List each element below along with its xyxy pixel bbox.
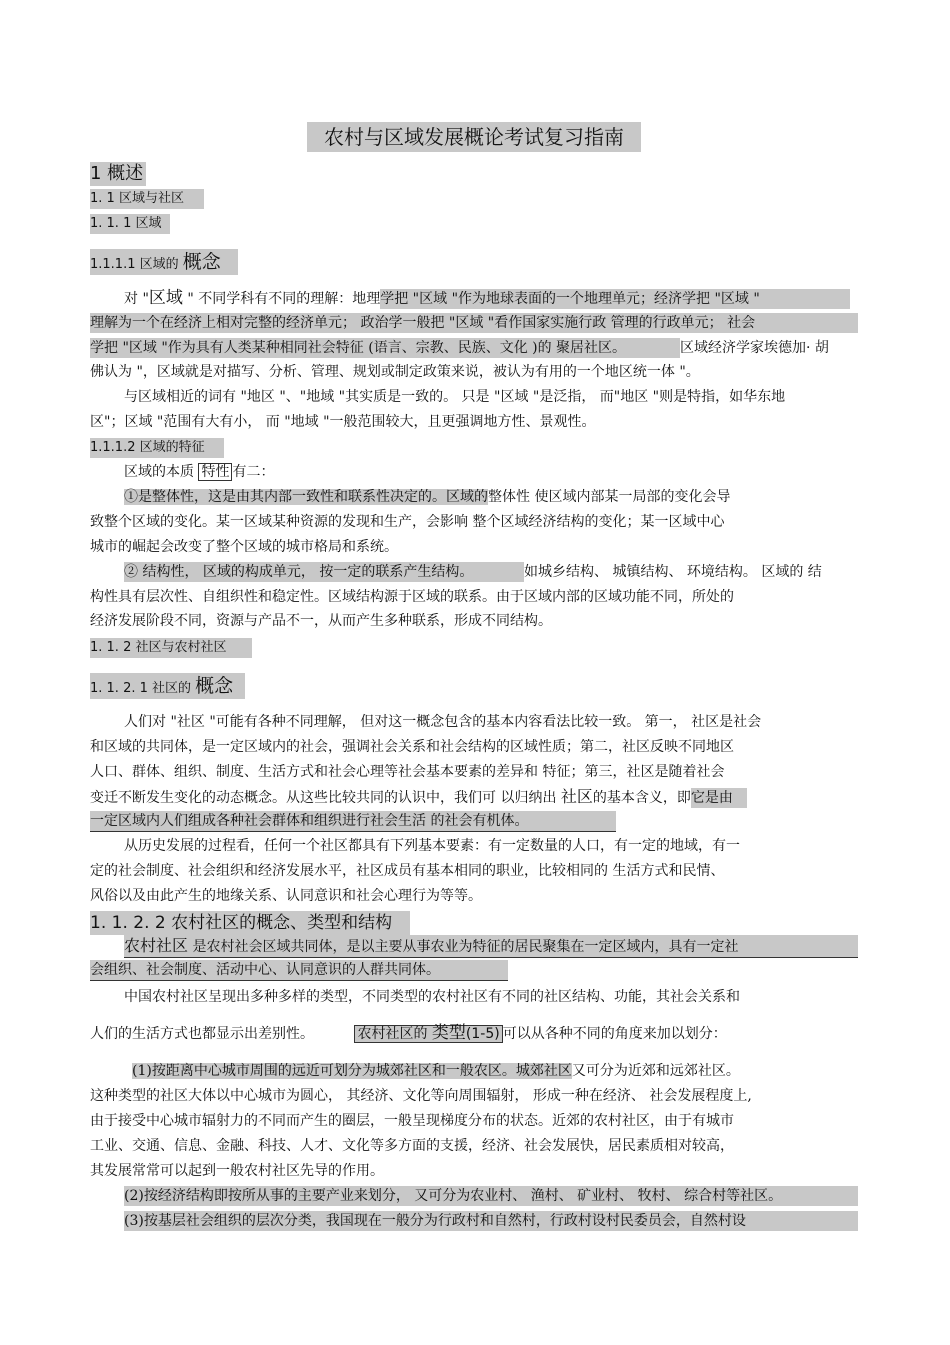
heading-1-1-1-2: 1.1.1.2 区域的特征 (90, 438, 224, 458)
paragraph-line: 这种类型的社区大体以中心城市为圆心， 其经济、文化等向周围辐射， 形成一种在经济、 社会发展程度上, (90, 1088, 752, 1104)
heading-number: 1.1.1.1 区域的 (90, 257, 179, 272)
paragraph-line: 会组织、社会制度、活动中心、认同意识的人群共同体。 (90, 960, 508, 981)
paragraph-line: 从历史发展的过程看，任何一个社区都具有下列基本要素：有一定数量的人口，有一定的地域，有一 (124, 838, 740, 854)
paragraph-line: 一定区域内人们组成各种社会群体和组织进行社会生活 的社会有机体。 (90, 811, 616, 832)
boxed-term: 农村社区的 类型(1-5) (354, 1025, 502, 1043)
paragraph-line: 致整个区域的变化。某一区域某种资源的发现和生产，会影响 整个区域经济结构的变化；某一区域中心 (90, 514, 725, 530)
paragraph-line: (3)按基层社会组织的层次分类，我国现在一般分为行政村和自然村，行政村设村民委员会，自然村设 (124, 1211, 858, 1231)
paragraph-line: 定的社会制度、社会组织和经济发展水平，社区成员有基本相同的职业，比较相同的 生活方式和民情、 (90, 863, 725, 879)
paragraph-line: 人口、群体、组织、制度、生活方式和社会心理等社会基本要素的差异和 特征；第三，社区是随着社会 (90, 764, 725, 780)
paragraph-line: 农村社区 是农村社会区域共同体，是以主要从事农业为特征的居民聚集在一定区域内，具有一定社 (124, 935, 858, 958)
paragraph-line: 城市的崛起会改变了整个区域的城市格局和系统。 (90, 539, 398, 555)
heading-1-1-2-2: 1. 1. 2. 2 农村社区的概念、类型和结构 (90, 911, 410, 935)
heading-1-1-2-1 (90, 673, 245, 699)
paragraph-line: 中国农村社区呈现出多种多样的类型，不同类型的农村社区有不同的社区结构、功能，其社会关系和 (124, 989, 740, 1005)
paragraph-line: 人们对 "社区 "可能有各种不同理解， 但对这一概念包含的基本内容看法比较一致。 第一， 社区是社会 (124, 714, 762, 730)
paragraph-line: 工业、交通、信息、金融、科技、人才、文化等多方面的支援，经济、社会发展快，居民素质相对较高， (90, 1138, 734, 1154)
paragraph-line: 其发展常常可以起到一般农村社区先导的作用。 (90, 1163, 384, 1179)
paragraph-line: 对 "区域 " 不同学科有不同的理解：地理学把 "区域 "作为地球表面的一个地理单元；经济学把 "区域 " (124, 288, 850, 309)
paragraph-line: (2)按经济结构即按所从事的主要产业来划分， 又可分为农业村、 渔村、 矿业村、 牧村、 综合村等社区。 (124, 1186, 858, 1206)
paragraph-line: 经济发展阶段不同，资源与产品不一，从而产生多种联系，形成不同结构。 (90, 613, 552, 629)
heading-keyword: 概念 (182, 251, 221, 273)
paragraph-line: (1)按距离中心城市周围的远近可划分为城郊社区和一般农区。城郊社区又可分为近郊和远郊社区。 (132, 1063, 740, 1079)
heading-number: 1. 1. 2. 1 社区的 (90, 681, 192, 696)
paragraph-line: 人们的生活方式也都显示出差别性。 农村社区的 类型(1-5) 可以从各种不同的角度来加以划分： (90, 1023, 727, 1043)
document-title: 农村与区域发展概论考试复习指南 (307, 122, 641, 152)
paragraph-line: 区"；区域 "范围有大有小， 而 "地域 "一般范围较大，且更强调地方性、景观性。 (90, 414, 596, 430)
paragraph-line: 变迁不断发生变化的动态概念。从这些比较共同的认识中，我们可 以归纳出 社区的基本含义，即它是由 (90, 787, 747, 808)
heading-1-1-1: 1. 1. 1 区域 (90, 214, 170, 234)
heading-1-1: 1. 1 区域与社区 (90, 189, 204, 209)
paragraph-line: 佛认为 "，区域就是对描写、分析、管理、规划或制定政策来说，被认为有用的一个地区统一体 "。 (90, 364, 700, 380)
paragraph-line: 学把 "区域 "作为具有人类某种相同社会特征 (语言、宗教、民族、文化 )的 聚居社区。 区域经济学家埃德加· 胡 (90, 340, 829, 356)
paragraph-line: 与区域相近的词有 "地区 "、"地域 "其实质是一致的。 只是 "区域 "是泛指， 而"地区 "则是特指，如华东地 (124, 389, 786, 405)
boxed-term: 特性 (198, 463, 232, 481)
paragraph-line: 风俗以及由此产生的地缘关系、认同意识和社会心理行为等等。 (90, 888, 482, 904)
heading-1-1-2: 1. 1. 2 社区与农村社区 (90, 638, 252, 658)
paragraph-line: ①是整体性，这是由其内部一致性和联系性决定的。区域的整体性 使区域内部某一局部的变化会导 (124, 489, 731, 505)
paragraph-line: 区域的本质 特性 有二： (124, 464, 275, 480)
paragraph-line: ② 结构性， 区域的构成单元， 按一定的联系产生结构。 如城乡结构、 城镇结构、 环境结构。 区域的 结 (124, 564, 822, 580)
paragraph-line: 和区域的共同体，是一定区域内的社会，强调社会关系和社会结构的区域性质；第二，社区反映不同地区 (90, 739, 734, 755)
paragraph-line: 理解为一个在经济上相对完整的经济单元； 政治学一般把 "区域 "看作国家实施行政 管理的行政单元； 社会 (90, 313, 858, 333)
heading-1-1-1-1 (90, 249, 238, 275)
heading-1: 1 概述 (90, 162, 146, 186)
paragraph-line: 由于接受中心城市辐射力的不同而产生的圈层，一般呈现梯度分布的状态。近郊的农村社区，由于有城市 (90, 1113, 734, 1129)
heading-keyword: 概念 (195, 675, 234, 697)
paragraph-line: 构性具有层次性、自组织性和稳定性。区域结构源于区域的联系。由于区域内部的区域功能不同，所处的 (90, 589, 734, 605)
